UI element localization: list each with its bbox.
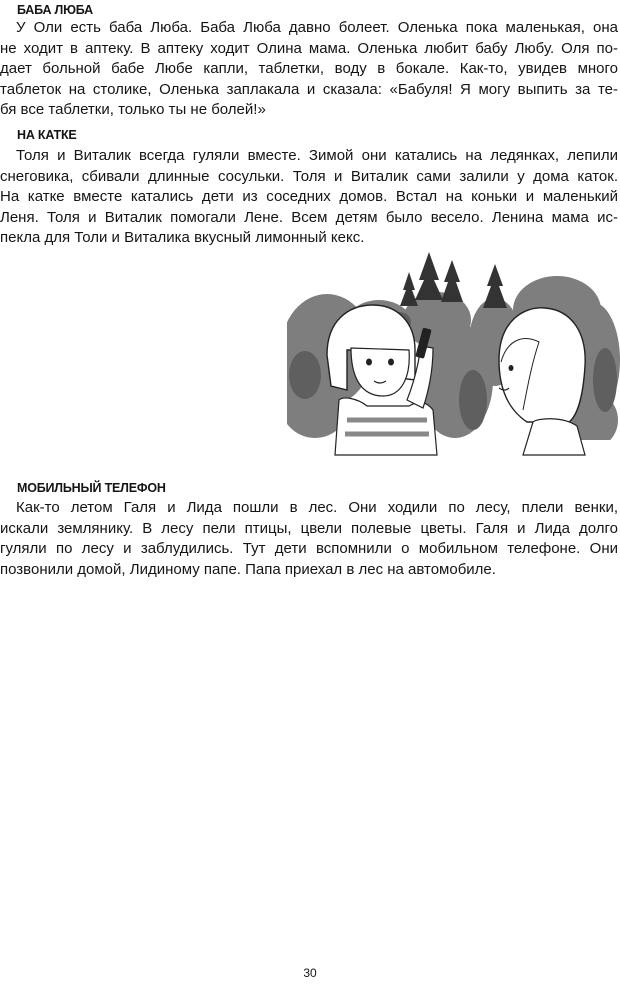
paragraph-line: таблеток на столике, Оленька заплакала и сказала: «Бабуля! Я могу выпить за те- xyxy=(0,80,618,98)
paragraph-line: бя все таблетки, только ты не болей!» xyxy=(0,101,266,118)
paragraph-line: не ходит в аптеку. В аптеку ходит Олина мама. Оленька любит бабу Любу. Оля по- xyxy=(0,39,618,57)
section-title-mobilnyi-telefon: МОБИЛЬНЫЙ ТЕЛЕФОН xyxy=(17,481,166,495)
section-title-na-katke: НА КАТКЕ xyxy=(17,128,77,142)
pine-trees xyxy=(400,252,507,308)
illustration-children-with-phone xyxy=(287,250,620,457)
section-title-baba-lyuba: БАБА ЛЮБА xyxy=(17,3,93,17)
paragraph-line: искали землянику. В лесу пели птицы, цвели полевые цветы. Галя и Лида долго xyxy=(0,519,618,537)
paragraph-line: снеговика, сбивали длинные сосульки. Толя и Виталик сами залили у дома каток. xyxy=(0,167,618,185)
paragraph-line: На катке вместе катались дети из соседних домов. Встал на коньки и маленький xyxy=(0,188,618,205)
paragraph-line: Как-то летом Галя и Лида пошли в лес. Они ходили по лесу, плели венки, xyxy=(16,499,618,516)
paragraph-line: позвонили домой, Лидиному папе. Папа приехал в лес на автомобиле. xyxy=(0,560,496,578)
paragraph-line: Толя и Виталик всегда гуляли вместе. Зимой они катались на ледянках, лепили xyxy=(16,147,618,164)
page-number: 30 xyxy=(303,966,317,980)
paragraph-line: гуляли по лесу и заблудились. Тут дети вспомнили о мобильном телефоне. Они xyxy=(0,540,618,557)
paragraph-line: пекла для Толи и Виталика вкусный лимонный кекс. xyxy=(0,229,365,246)
girl-in-profile xyxy=(499,308,585,455)
paragraph-line: Леня. Толя и Виталик помогали Лене. Всем детям было весело. Ленина мама ис- xyxy=(0,208,618,226)
paragraph-line: У Оли есть баба Люба. Баба Люба давно болеет. Оленька пока маленькая, она xyxy=(16,19,618,36)
paragraph-line: дает больной бабе Любе капли, таблетки, воду в бокале. Как-то, увидев много xyxy=(0,60,618,77)
